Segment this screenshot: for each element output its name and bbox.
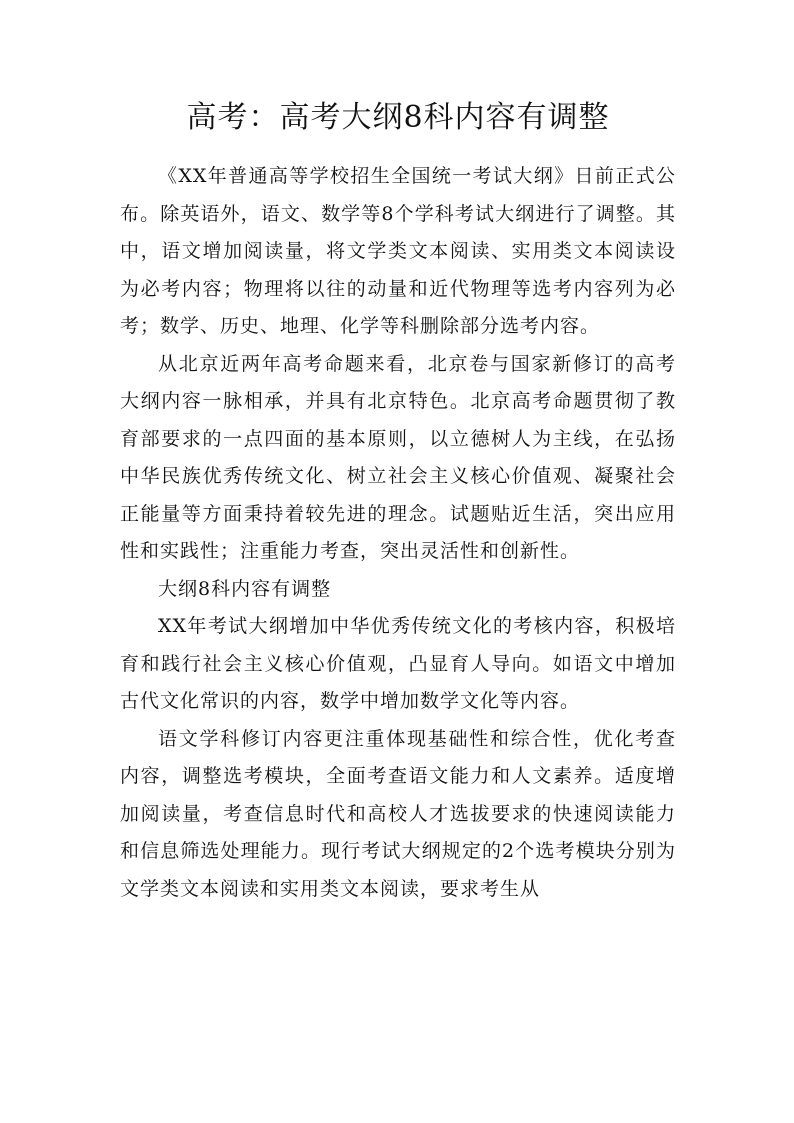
paragraph-traditional-culture: XX年考试大纲增加中华优秀传统文化的考核内容，积极培育和践行社会主义核心价值观，凸显育人导向。如语文中增加古代文化常识的内容，数学中增加数学文化等内容。 [120, 615, 676, 712]
section-heading: 大纲8科内容有调整 [158, 577, 332, 600]
paragraph-exam-outline-announcement: 《XX年普通高等学校招生全国统一考试大纲》日前正式公布。除英语外，语文、数学等8个学科考试大纲进行了调整。其中，语文增加阅读量，将文学类文本阅读、实用类文本阅读设为必考内容；物理将以往的动量和近代物理等选考内容列为必考；数学、历史、地理、化学等科删除部分选考内容。 [120, 165, 676, 337]
document-title: 高考：高考大纲8科内容有调整 [186, 100, 610, 135]
paragraph-beijing-exam-analysis: 从北京近两年高考命题来看，北京卷与国家新修订的高考大纲内容一脉相承，并具有北京特色。北京高考命题贯彻了教育部要求的一点四面的基本原则，以立德树人为主线，在弘扬中华民族优秀传统文化、树立社会主义核心价值观、凝聚社会正能量等方面秉持着较先进的理念。试题贴近生活，突出应用性和实践性；注重能力考查，突出灵活性和创新性。 [120, 352, 676, 562]
paragraph-chinese-subject-revision: 语文学科修订内容更注重体现基础性和综合性，优化考查内容，调整选考模块，全面考查语文能力和人文素养。适度增加阅读量，考查信息时代和高校人才选拔要求的快速阅读能力和信息筛选处理能力。现行考试大纲规定的2个选考模块分别为文学类文本阅读和实用类文本阅读，要求考生从 [120, 727, 676, 900]
